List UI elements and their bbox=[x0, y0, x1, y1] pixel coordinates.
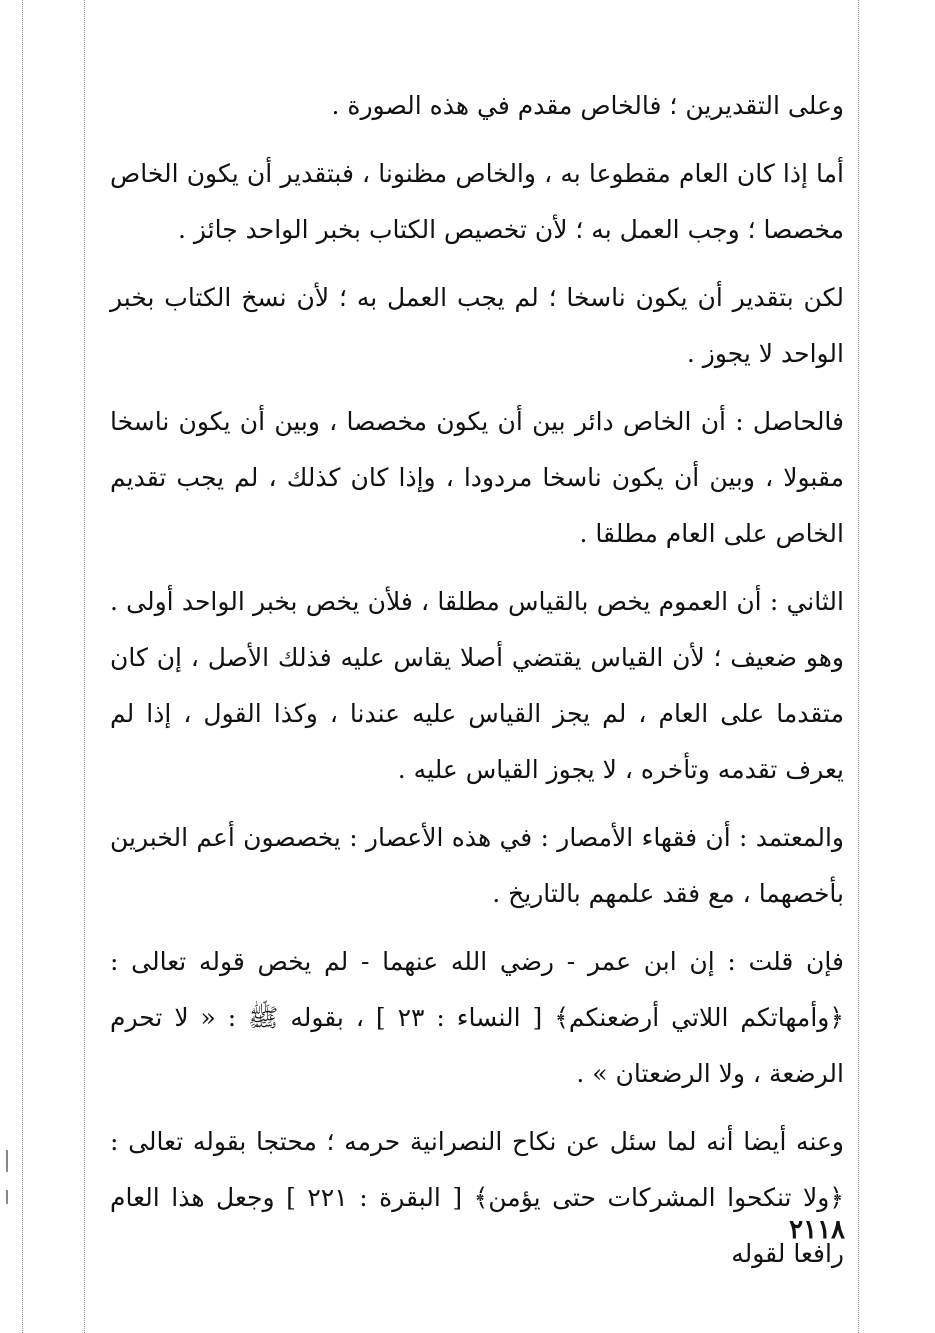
paragraph: وعلى التقديرين ؛ فالخاص مقدم في هذه الصورة . bbox=[331, 91, 844, 120]
paragraph: لكن بتقدير أن يكون ناسخا ؛ لم يجب العمل به ؛ لأن نسخ الكتاب بخبر الواحد لا يجوز . bbox=[110, 283, 844, 368]
paragraph: أما إذا كان العام مقطوعا به ، والخاص مظنونا ، فبتقدير أن يكون الخاص مخصصا ؛ وجب العمل به ؛ لأن تخصيص الكتاب بخبر الواحد جائز . bbox=[110, 159, 844, 244]
paragraph: وعنه أيضا أنه لما سئل عن نكاح النصرانية حرمه ؛ محتجا بقوله تعالى : ﴿ولا تنكحوا المشركات حتى يؤمن﴾ [ البقرة : ٢٢١ ] وجعل هذا العام رافعا لقوله bbox=[110, 1127, 844, 1268]
margin-guide-line bbox=[22, 0, 23, 1333]
edge-mark bbox=[6, 1190, 8, 1204]
page-number: ٢١١٨ bbox=[789, 1215, 845, 1245]
paragraph: الثاني : أن العموم يخص بالقياس مطلقا ، فلأن يخص بخبر الواحد أولى . وهو ضعيف ؛ لأن القياس يقتضي أصلا يقاس عليه فذلك الأصل ، إن كان متقدما على العام ، لم يجز القياس عليه عندنا ، وكذا القول ، إذا لم يعرف تقدمه وتأخره ، لا يجوز القياس عليه . bbox=[110, 587, 844, 784]
edge-mark bbox=[6, 1150, 8, 1172]
paragraph: فإن قلت : إن ابن عمر - رضي الله عنهما - لم يخص قوله تعالى : ﴿وأمهاتكم اللاتي أرضعنكم﴾ [ النساء : ٢٣ ] ، بقوله ﷺ : « لا تحرم الرضعة ، ولا الرضعتان » . bbox=[110, 947, 844, 1088]
paragraph: والمعتمد : أن فقهاء الأمصار : في هذه الأعصار : يخصصون أعم الخبرين بأخصهما ، مع فقد علمهم بالتاريخ . bbox=[110, 823, 844, 908]
paragraph: فالحاصل : أن الخاص دائر بين أن يكون مخصصا ، وبين أن يكون ناسخا مقبولا ، وبين أن يكون ناسخا مردودا ، وإذا كان كذلك ، لم يجب تقديم الخاص على العام مطلقا . bbox=[110, 407, 845, 548]
margin-guide-line bbox=[84, 0, 85, 1333]
margin-guide-line bbox=[858, 0, 859, 1333]
body-text bbox=[110, 78, 844, 1294]
